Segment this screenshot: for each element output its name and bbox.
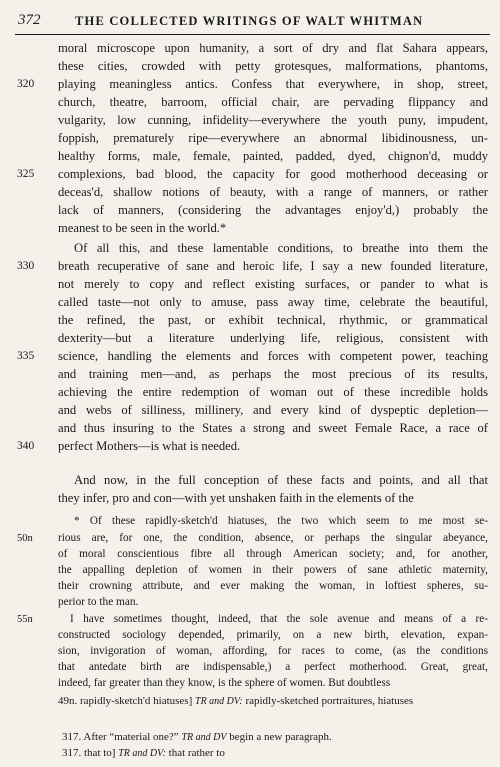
body-line: playing meaningless antics. Confess that everywhere, in shop, street, <box>58 77 488 91</box>
body-line: not merely to copy and reflect existing surfaces, or pander to what is <box>58 277 488 291</box>
body-line: And now, in the full conception of these facts and points, and all that <box>74 473 488 487</box>
body-line: these cities, crowded with petty grotesques, malformations, phantoms, <box>58 59 488 73</box>
body-line: dexterity—but a literature underlying life, religious, consistent with <box>58 331 488 345</box>
textual-note-pre: that to] <box>84 747 116 759</box>
line-number: 330 <box>17 260 35 272</box>
textual-note-sigla: TR and DV: <box>118 748 166 759</box>
textual-note-post: that rather to <box>168 747 225 759</box>
body-line: vulgarity, low cunning, infidelity—everywhere the youth puny, impudent, <box>58 113 488 127</box>
footnote-line: of moral conscientious fibre all through American society; and, for another, <box>58 548 488 560</box>
body-line: and thus insuring to the States a strong and sweet Female Race, a race of <box>58 421 488 435</box>
body-line: foppish, prematurely ripe—everywhere an abnormal libidinousness, un- <box>58 131 488 145</box>
variant-note <box>58 694 488 709</box>
body-line: meanest to be seen in the world.* <box>58 221 227 235</box>
footnote-line: that antedate birth are indispensable,) a perfect motherhood. Great, great, <box>58 661 488 673</box>
variant-ref: 49n. <box>58 695 78 707</box>
textual-note-ref: 317. <box>62 731 82 743</box>
page-number: 372 <box>18 12 41 28</box>
footnote-line: rious are, for one, the condition, absence, or perhaps the singular abeyance, <box>58 532 488 544</box>
body-line: they infer, pro and con—with yet unshaken faith in the elements of the <box>58 491 414 505</box>
body-line: Of all this, and these lamentable conditions, to breathe into them the <box>74 241 488 255</box>
footnote-line-number: 55n <box>17 614 33 625</box>
body-line: called taste—not only to amuse, pass away time, celebrate the beautiful, <box>58 295 488 309</box>
footnote-line: * Of these rapidly-sketch'd hiatuses, the two which seem to me most se- <box>74 515 488 527</box>
body-line: achieving the entire redemption of woman out of these incredible holds <box>58 385 488 399</box>
body-line: deceas'd, shallow notions of beauty, with a range of manners, or rather <box>58 185 488 199</box>
footnote-line: perior to the man. <box>58 596 139 608</box>
footnote-line: I have sometimes thought, indeed, that the sole avenue and means of a re- <box>70 613 488 625</box>
body-line: the refined, the past, or exhibit technical, rhythmic, or grammatical <box>58 313 488 327</box>
textual-note-sigla: TR and DV <box>181 732 227 743</box>
footnote-line: sion, invigoration of woman, affording, for races to come, (as the conditions <box>58 645 488 657</box>
body-line: and webs of silliness, millinery, and every kind of dyspeptic depletion— <box>58 403 488 417</box>
body-line: healthy forms, male, female, painted, padded, dyed, chignon'd, muddy <box>58 149 488 163</box>
footnote-line: indeed, far greater than they know, is the sphere of women. But doubtless <box>58 677 391 689</box>
footnote-line-number: 50n <box>17 533 33 544</box>
variant-lemma: rapidly-sketch'd hiatuses] <box>80 695 193 707</box>
footnote-line: the appalling depletion of women in their powers of sane athletic maternity, <box>58 564 488 576</box>
body-line: complexions, bad blood, the capacity for good motherhood deceasing or <box>58 167 488 181</box>
running-header <box>15 10 490 35</box>
body-line: perfect Mothers—is what is needed. <box>58 439 241 453</box>
body-line: science, handling the elements and forces with competent power, teaching <box>58 349 488 363</box>
body-line: and training men—and, as perhaps the most precious of its results, <box>58 367 488 381</box>
textual-note <box>62 746 225 761</box>
textual-note-ref: 317. <box>62 747 82 759</box>
running-title: THE COLLECTED WRITINGS OF WALT WHITMAN <box>75 14 424 28</box>
footnote-line: their crowning attribute, and ever making the woman, in loftiest spheres, su- <box>58 580 488 592</box>
body-line: lack of manners, (considering the advantages enjoy'd,) probably the <box>58 203 488 217</box>
line-number: 325 <box>17 168 35 180</box>
line-number: 335 <box>17 350 35 362</box>
line-number: 340 <box>17 440 35 452</box>
textual-note-pre: After “material one?” <box>83 731 179 743</box>
body-line: church, theatre, barroom, official chair, are pervading flippancy and <box>58 95 488 109</box>
variant-sigla: TR and DV: <box>195 696 243 707</box>
variant-reading: rapidly-sketched portraitures, hiatuses <box>245 695 414 707</box>
footnote-line: constructed sociology depended, primarily, on a new birth, elevation, expan- <box>58 629 488 641</box>
body-line: moral microscope upon humanity, a sort of dry and flat Sahara appears, <box>58 41 488 55</box>
textual-note-post: begin a new paragraph. <box>229 731 332 743</box>
textual-note <box>62 730 332 745</box>
line-number: 320 <box>17 78 35 90</box>
body-line: breath recuperative of sane and heroic life, I say a new founded literature, <box>58 259 488 273</box>
